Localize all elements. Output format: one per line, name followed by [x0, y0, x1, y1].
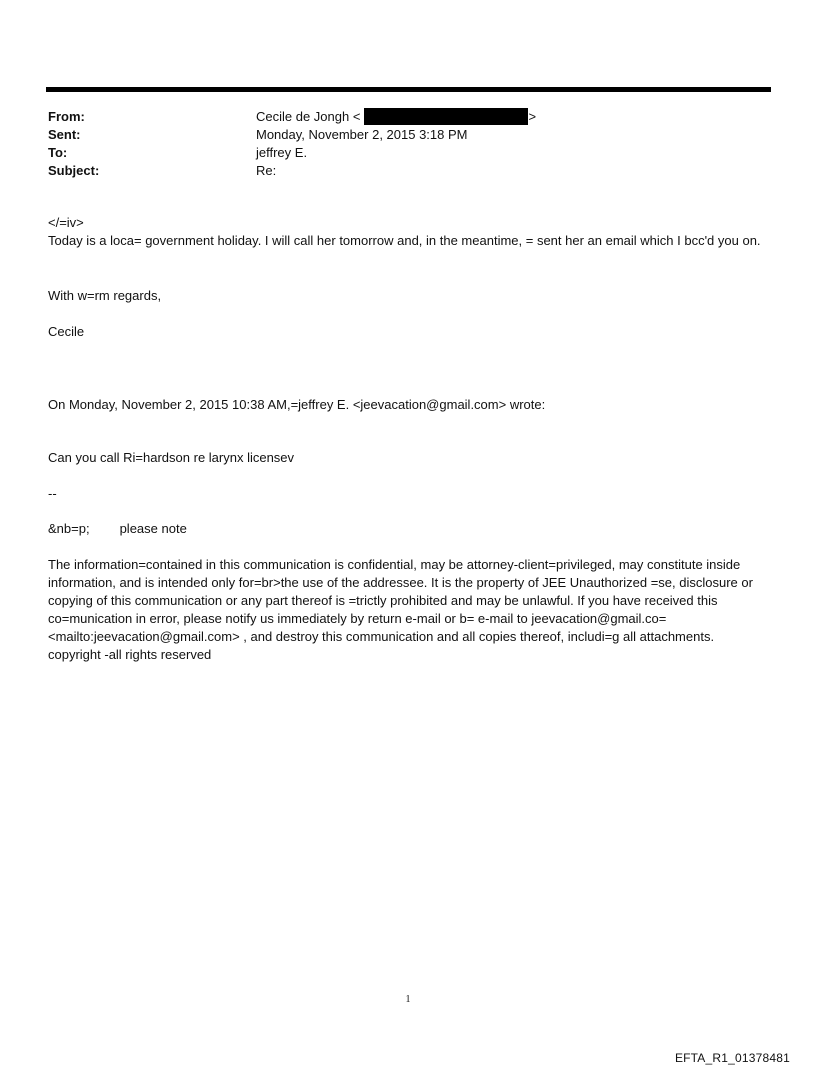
from-row [48, 108, 768, 126]
subject-label: Subject: [48, 163, 100, 178]
from-value [256, 108, 536, 126]
sent-label: Sent: [48, 127, 81, 142]
sent-row [48, 126, 768, 144]
from-sender: Cecile de Jongh < [256, 109, 361, 124]
note-text: please note [119, 521, 187, 536]
tag-line: </=iv> [48, 215, 84, 230]
from-label: From: [48, 109, 85, 124]
signature: Cecile [48, 324, 85, 339]
quoted-message: Can you call Ri=hardson re larynx licensev [48, 450, 295, 465]
note-prefix: &nb=p; [48, 521, 90, 536]
to-value: jeffrey E. [256, 145, 308, 160]
header-divider [46, 87, 771, 92]
quote-header: On Monday, November 2, 2015 10:38 AM,=jeffrey E. <jeevacation@gmail.com> wrote: [48, 397, 546, 412]
subject-row [48, 162, 768, 180]
message-paragraph: Today is a loca= government holiday. I will call her tomorrow and, in the meantime, = sent her an email which I bcc'd you on. [48, 233, 761, 248]
from-close: > [528, 109, 537, 124]
redaction-block [364, 108, 528, 125]
signature-separator: -- [48, 486, 57, 501]
page-number: 1 [405, 994, 411, 1005]
closing-line: With w=rm regards, [48, 288, 162, 303]
confidentiality-disclaimer: The information=contained in this communication is confidential, may be attorney-client=privileged, may constitute inside information, and is intended only for=br>the use of the addressee. It is the property of JEE Unauthorized =se, disclosure or copying of this communication or any part thereof is =trictly prohibited and may be unlawful. If you have received this co=munication in error, please notify us immediately by return e-mail or b= e-mail to jeevacation@gmail.co= <mailto:jeevacation@gmail.com> , and destroy this communication and all copies thereof, includi=g all attachments. copyright -all rights reserved [48, 557, 753, 662]
document-id: EFTA_R1_01378481 [674, 1051, 790, 1065]
sent-value: Monday, November 2, 2015 3:18 PM [256, 127, 468, 142]
note-line [48, 520, 763, 538]
email-header [48, 108, 768, 180]
subject-value: Re: [256, 163, 277, 178]
to-label: To: [48, 145, 68, 160]
to-row [48, 144, 768, 162]
